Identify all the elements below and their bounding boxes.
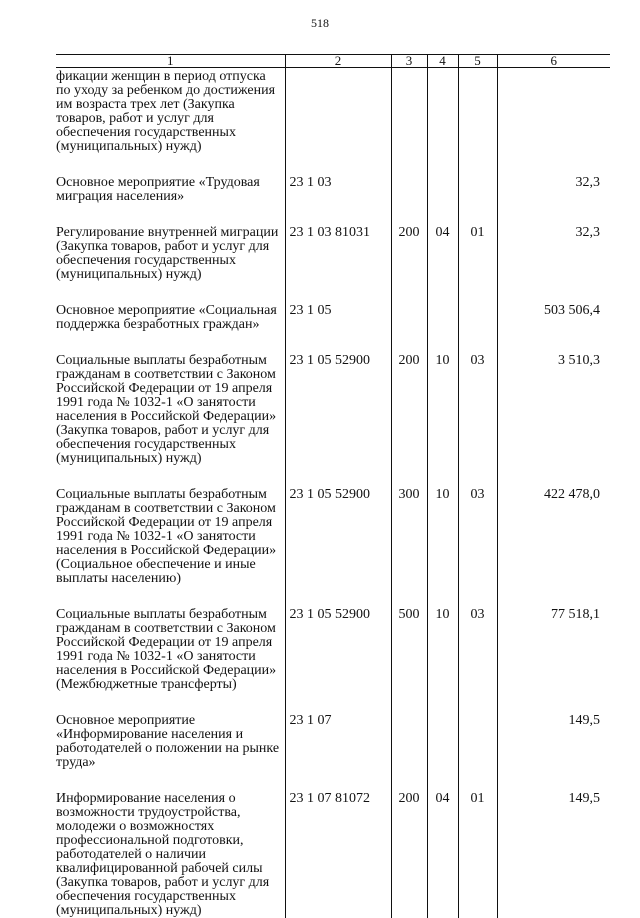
row-expense-type: 200 [391, 792, 427, 918]
row-description: Социальные выплаты безработным гражданам в соответствии с Законом Российской Федерации от 19 апреля 1991 года № 1032-1 «О занятости населения в Российской Федерации» (Закупка товаров, работ и услуг для обеспечения государственных (муниципальных) нужд) [56, 353, 277, 466]
row-section [427, 304, 458, 354]
table-row [56, 354, 610, 488]
row-section: 10 [427, 488, 458, 608]
row-subsection [458, 176, 497, 226]
row-amount: 32,3 [497, 226, 610, 304]
row-description: Социальные выплаты безработным гражданам в соответствии с Законом Российской Федерации от 19 апреля 1991 года № 1032-1 «О занятости населения в Российской Федерации» (Социальное обеспечение и иные выплаты населению) [56, 487, 277, 586]
column-header-4: 4 [427, 55, 458, 68]
table-header-row [56, 55, 610, 68]
row-section: 04 [427, 226, 458, 304]
table-row [56, 304, 610, 354]
row-amount: 77 518,1 [497, 608, 610, 714]
row-code: 23 1 07 81072 [285, 792, 391, 918]
row-code: 23 1 05 52900 [285, 354, 391, 488]
column-header-2: 2 [285, 55, 391, 68]
row-description: фикации женщин в период отпуска по уходу за ребенком до достижения им возраста трех лет (Закупка товаров, работ и услуг для обеспечения государственных (муниципальных) нужд) [56, 69, 276, 154]
row-amount: 422 478,0 [497, 488, 610, 608]
row-code: 23 1 03 81031 [285, 226, 391, 304]
row-description: Основное мероприятие «Социальная поддержка безработных граждан» [56, 303, 277, 332]
row-expense-type [391, 68, 427, 177]
table-row [56, 176, 610, 226]
row-expense-type: 200 [391, 354, 427, 488]
budget-table [56, 54, 610, 918]
row-section [427, 714, 458, 792]
row-subsection [458, 304, 497, 354]
row-amount: 149,5 [497, 792, 610, 918]
row-description: Информирование населения о возможности трудоустройства, молодежи о возможностях профессиональной подготовки, работодателей о наличии квалифицированной рабочей силы (Закупка товаров, работ и услуг для обеспечения государственных (муниципальных) нужд) [56, 791, 270, 918]
row-expense-type: 200 [391, 226, 427, 304]
table-row [56, 792, 610, 918]
table-row [56, 226, 610, 304]
row-section [427, 68, 458, 177]
column-header-5: 5 [458, 55, 497, 68]
row-code: 23 1 03 [285, 176, 391, 226]
row-code: 23 1 05 52900 [285, 488, 391, 608]
row-section: 10 [427, 354, 458, 488]
row-description: Основное мероприятие «Трудовая миграция населения» [56, 175, 260, 204]
column-header-1: 1 [56, 55, 285, 68]
row-amount: 503 506,4 [497, 304, 610, 354]
column-header-6: 6 [497, 55, 610, 68]
row-subsection: 03 [458, 608, 497, 714]
table-row [56, 68, 610, 177]
row-expense-type [391, 714, 427, 792]
row-subsection: 01 [458, 792, 497, 918]
row-expense-type: 500 [391, 608, 427, 714]
row-amount: 3 510,3 [497, 354, 610, 488]
row-subsection: 03 [458, 488, 497, 608]
table-row [56, 608, 610, 714]
row-code: 23 1 05 [285, 304, 391, 354]
row-section [427, 176, 458, 226]
row-expense-type [391, 176, 427, 226]
table-row [56, 714, 610, 792]
row-amount [497, 68, 610, 177]
row-amount: 32,3 [497, 176, 610, 226]
row-amount: 149,5 [497, 714, 610, 792]
page-number: 518 [311, 16, 329, 30]
row-section: 10 [427, 608, 458, 714]
row-subsection [458, 714, 497, 792]
row-code: 23 1 05 52900 [285, 608, 391, 714]
row-subsection: 03 [458, 354, 497, 488]
row-subsection [458, 68, 497, 177]
row-expense-type [391, 304, 427, 354]
row-description: Социальные выплаты безработным гражданам в соответствии с Законом Российской Федерации от 19 апреля 1991 года № 1032-1 «О занятости населения в Российской Федерации» (Межбюджетные трансферты) [56, 607, 277, 692]
row-description: Регулирование внутренней миграции (Закупка товаров, работ и услуг для обеспечения государственных (муниципальных) нужд) [56, 225, 279, 282]
row-subsection: 01 [458, 226, 497, 304]
table-row [56, 488, 610, 608]
row-code: 23 1 07 [285, 714, 391, 792]
row-expense-type: 300 [391, 488, 427, 608]
row-description: Основное мероприятие «Информирование населения и работодателей о положении на рынке труда» [56, 713, 280, 770]
column-header-3: 3 [391, 55, 427, 68]
row-code [285, 68, 391, 177]
row-section: 04 [427, 792, 458, 918]
